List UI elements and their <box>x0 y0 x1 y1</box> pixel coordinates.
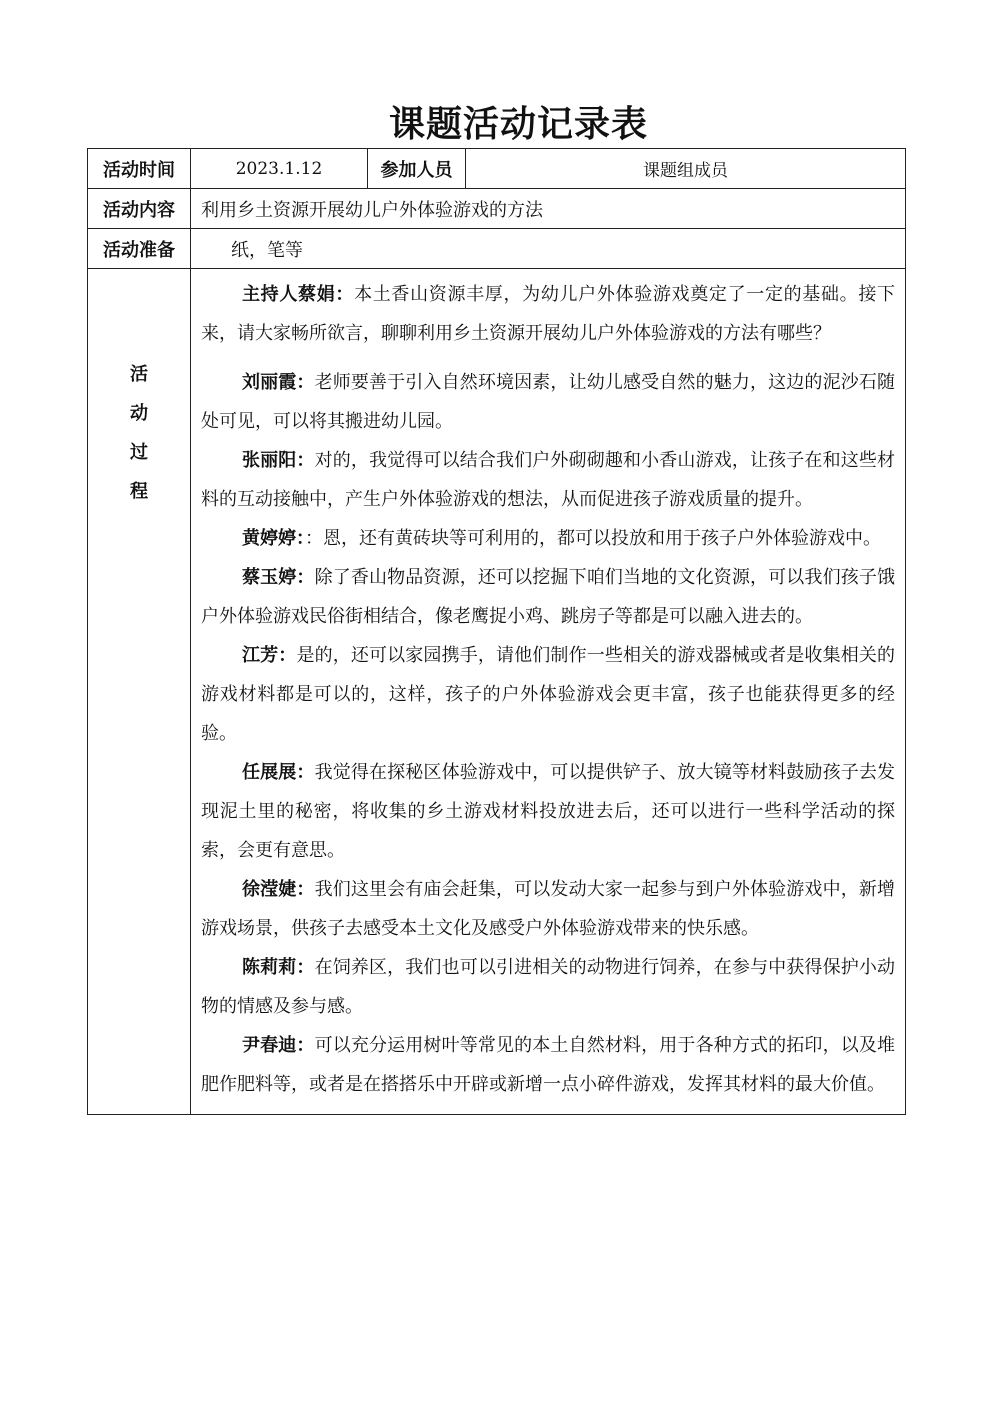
speaker-text: 对的，我觉得可以结合我们户外砌砌趣和小香山游戏，让孩子在和这些材料的互动接触中，产生户外体验游戏的想法，从而促进孩子游戏质量的提升。 <box>201 450 896 510</box>
speaker-text: 我觉得在探秘区体验游戏中，可以提供铲子、放大镜等材料鼓励孩子去发现泥土里的秘密，将收集的乡土游戏材料投放进去后，还可以进行一些科学活动的探索，会更有意思。 <box>201 762 896 861</box>
content-value: 利用乡土资源开展幼儿户外体验游戏的方法 <box>191 189 906 229</box>
discussion-entry <box>201 1026 895 1104</box>
discussion-entry <box>201 519 895 558</box>
speaker-name: 陈莉莉： <box>242 957 315 978</box>
speaker-name: 徐滢婕： <box>242 879 315 900</box>
discussion-entry <box>201 275 895 353</box>
time-value: 2023.1.12 <box>191 149 368 189</box>
discussion-entry <box>201 948 895 1026</box>
process-label-char: 过 <box>130 442 148 463</box>
row-prep <box>88 229 906 269</box>
process-label <box>88 269 191 1115</box>
process-label-char: 活 <box>130 364 148 385</box>
speaker-text: 我们这里会有庙会赶集，可以发动大家一起参与到户外体验游戏中，新增游戏场景，供孩子去感受本土文化及感受户外体验游戏带来的快乐感。 <box>201 879 896 939</box>
row-process <box>88 269 906 1115</box>
prep-value: 纸，笔等 <box>191 229 906 269</box>
people-value: 课题组成员 <box>466 149 906 189</box>
speaker-name: 江芳： <box>242 645 297 666</box>
discussion-entry <box>201 870 895 948</box>
content-label: 活动内容 <box>88 189 191 229</box>
page-title: 课题活动记录表 <box>388 104 648 145</box>
prep-label: 活动准备 <box>88 229 191 269</box>
speaker-text: 是的，还可以家园携手，请他们制作一些相关的游戏器械或者是收集相关的游戏材料都是可以的，这样，孩子的户外体验游戏会更丰富，孩子也能获得更多的经验。 <box>201 645 896 744</box>
discussion-entry <box>201 753 895 870</box>
speaker-text: 本土香山资源丰厚，为幼儿户外体验游戏奠定了一定的基础。接下来，请大家畅所欲言，聊聊利用乡土资源开展幼儿户外体验游戏的方法有哪些？ <box>201 284 896 344</box>
speaker-name: 任展展： <box>242 762 315 783</box>
speaker-name: 主持人蔡娟： <box>242 284 355 305</box>
speaker-text: 老师要善于引入自然环境因素，让幼儿感受自然的魅力，这边的泥沙石随处可见，可以将其搬进幼儿园。 <box>201 372 896 432</box>
discussion-entry <box>201 558 895 636</box>
discussion-entry <box>201 636 895 753</box>
process-label-char: 程 <box>130 481 148 502</box>
record-table <box>87 148 906 1115</box>
speaker-text: ：恩，还有黄砖块等可利用的，都可以投放和用于孩子户外体验游戏中。 <box>305 528 881 549</box>
speaker-name: 尹春迪： <box>242 1035 315 1056</box>
speaker-name: 张丽阳： <box>242 450 315 471</box>
speaker-name: 蔡玉婷： <box>242 567 315 588</box>
speaker-name: 刘丽霞： <box>242 372 315 393</box>
discussion-entry <box>201 441 895 519</box>
discussion-entry <box>201 363 895 441</box>
time-label: 活动时间 <box>88 149 191 189</box>
people-label: 参加人员 <box>368 149 466 189</box>
row-content <box>88 189 906 229</box>
speaker-text: 在饲养区，我们也可以引进相关的动物进行饲养，在参与中获得保护小动物的情感及参与感。 <box>201 957 896 1017</box>
process-body <box>191 269 906 1115</box>
speaker-text: 可以充分运用树叶等常见的本土自然材料，用于各种方式的拓印，以及堆肥作肥料等，或者是在搭搭乐中开辟或新增一点小碎件游戏，发挥其材料的最大价值。 <box>201 1035 896 1095</box>
row-time-people <box>88 149 906 189</box>
process-label-char: 动 <box>130 403 148 424</box>
speaker-name: 黄婷婷： <box>242 528 305 549</box>
speaker-text: 除了香山物品资源，还可以挖掘下咱们当地的文化资源，可以我们孩子饿户外体验游戏民俗街相结合，像老鹰捉小鸡、跳房子等都是可以融入进去的。 <box>201 567 896 627</box>
